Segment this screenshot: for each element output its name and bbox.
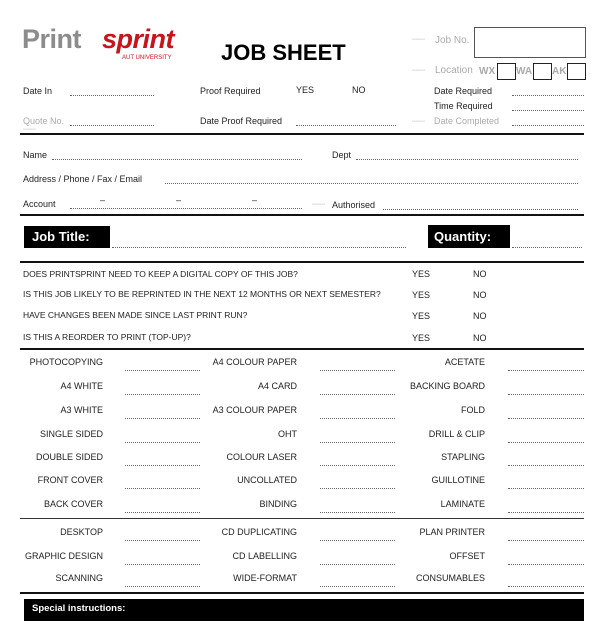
quantity-field[interactable] bbox=[512, 247, 582, 248]
date-completed-label: Date Completed bbox=[434, 116, 500, 126]
service-a3-white-field[interactable] bbox=[125, 418, 200, 419]
other-service-offset-label: OFFSET bbox=[449, 551, 485, 561]
service-double-sided-label: DOUBLE SIDED bbox=[35, 452, 103, 462]
question-2-text: IS THIS JOB LIKELY TO BE REPRINTED IN THE NEXT 12 MONTHS OR NEXT SEMESTER? bbox=[23, 289, 381, 299]
quote-no-field[interactable] bbox=[70, 125, 154, 126]
account-field[interactable] bbox=[70, 208, 302, 209]
date-in-field[interactable] bbox=[70, 95, 154, 96]
other-service-plan-printer-field[interactable] bbox=[508, 540, 584, 541]
service-front-cover-field[interactable] bbox=[125, 488, 200, 489]
other-service-wide-format-field[interactable] bbox=[320, 586, 395, 587]
other-service-plan-printer-label: PLAN PRINTER bbox=[419, 527, 485, 537]
question-1-yes[interactable]: YES bbox=[412, 269, 431, 279]
date-proof-required-label: Date Proof Required bbox=[200, 116, 283, 126]
service-colour-laser-label: COLOUR LASER bbox=[226, 452, 297, 462]
divider-3 bbox=[20, 261, 584, 263]
other-service-wide-format-label: WIDE-FORMAT bbox=[233, 573, 297, 583]
quote-no-hint: ▪▪▪▪▪▪▪▪▪▪▪▪ bbox=[23, 127, 36, 131]
account-separator-3: – bbox=[252, 195, 258, 205]
service-drill-and-clip-label: DRILL & CLIP bbox=[428, 429, 485, 439]
job-title-label: Job Title: bbox=[24, 226, 110, 248]
dept-label: Dept bbox=[332, 150, 352, 160]
time-required-field[interactable] bbox=[512, 110, 584, 111]
question-3-text: HAVE CHANGES BEEN MADE SINCE LAST PRINT RUN? bbox=[23, 310, 248, 320]
other-service-offset-field[interactable] bbox=[508, 564, 584, 565]
name-field[interactable] bbox=[52, 159, 302, 160]
service-double-sided-field[interactable] bbox=[125, 465, 200, 466]
other-service-cd-duplicating-label: CD DUPLICATING bbox=[221, 527, 297, 537]
account-separator-1: – bbox=[100, 195, 106, 205]
account-separator-2: – bbox=[176, 195, 182, 205]
service-backing-board-field[interactable] bbox=[508, 394, 584, 395]
service-fold-label: FOLD bbox=[460, 405, 485, 415]
other-service-consumables-field[interactable] bbox=[508, 586, 584, 587]
authorised-label: Authorised bbox=[332, 200, 376, 210]
question-4-yes[interactable]: YES bbox=[412, 333, 431, 343]
service-front-cover-label: FRONT COVER bbox=[37, 475, 103, 485]
question-4-text: IS THIS A REORDER TO PRINT (TOP-UP)? bbox=[23, 332, 191, 342]
divider-6 bbox=[20, 592, 584, 594]
other-service-cd-labelling-label: CD LABELLING bbox=[232, 551, 297, 561]
other-service-cd-labelling-field[interactable] bbox=[320, 564, 395, 565]
date-required-field[interactable] bbox=[512, 95, 584, 96]
job-title-field[interactable] bbox=[112, 247, 406, 248]
service-binding-field[interactable] bbox=[320, 512, 395, 513]
service-a4-white-label: A4 WHITE bbox=[60, 381, 103, 391]
account-label: Account bbox=[23, 199, 56, 209]
other-service-desktop-label: DESKTOP bbox=[60, 527, 103, 537]
service-drill-and-clip-field[interactable] bbox=[508, 442, 584, 443]
service-colour-laser-field[interactable] bbox=[320, 465, 395, 466]
proof-yes-option[interactable]: YES bbox=[296, 85, 315, 95]
date-completed-hint: ▪▪▪▪▪▪▪▪▪▪▪▪ bbox=[412, 119, 425, 123]
location-ak-label: AK bbox=[552, 66, 567, 77]
service-binding-label: BINDING bbox=[259, 499, 297, 509]
question-2-no[interactable]: NO bbox=[473, 290, 487, 300]
service-a4-colour-paper-field[interactable] bbox=[320, 370, 395, 371]
service-acetate-label: ACETATE bbox=[444, 357, 485, 367]
quote-no-label: Quote No. bbox=[23, 116, 65, 126]
job-no-label: Job No. bbox=[435, 35, 470, 46]
service-single-sided-field[interactable] bbox=[125, 442, 200, 443]
question-3-yes[interactable]: YES bbox=[412, 311, 431, 321]
divider-2 bbox=[20, 214, 584, 216]
date-proof-required-field[interactable] bbox=[296, 125, 396, 126]
service-photocopying-field[interactable] bbox=[125, 370, 200, 371]
service-fold-field[interactable] bbox=[508, 418, 584, 419]
job-no-field[interactable] bbox=[474, 27, 586, 58]
divider-4 bbox=[20, 348, 584, 350]
location-wa-label: WA bbox=[516, 66, 533, 77]
service-stapling-field[interactable] bbox=[508, 465, 584, 466]
service-backing-board-label: BACKING BOARD bbox=[409, 381, 485, 391]
proof-required-label: Proof Required bbox=[200, 86, 261, 96]
service-stapling-label: STAPLING bbox=[441, 452, 485, 462]
service-single-sided-label: SINGLE SIDED bbox=[39, 429, 103, 439]
service-laminate-label: LAMINATE bbox=[440, 499, 485, 509]
question-4-no[interactable]: NO bbox=[473, 333, 487, 343]
question-1-text: DOES PRINTSPRINT NEED TO KEEP A DIGITAL COPY OF THIS JOB? bbox=[23, 269, 298, 279]
authorised-field[interactable] bbox=[383, 209, 578, 210]
authorised-hint: ▪▪▪▪▪▪▪▪▪▪▪▪ bbox=[312, 202, 325, 206]
page-title: JOB SHEET bbox=[221, 40, 346, 65]
service-a4-white-field[interactable] bbox=[125, 394, 200, 395]
service-back-cover-label: BACK COVER bbox=[43, 499, 103, 509]
service-uncollated-label: UNCOLLATED bbox=[237, 475, 297, 485]
date-in-label: Date In bbox=[23, 86, 53, 96]
date-completed-field[interactable] bbox=[512, 125, 584, 126]
service-back-cover-field[interactable] bbox=[125, 512, 200, 513]
job-no-hint: ▪▪▪▪▪▪▪▪▪▪▪▪ bbox=[412, 37, 425, 41]
address-field[interactable] bbox=[165, 183, 578, 184]
date-required-label: Date Required bbox=[434, 86, 493, 96]
time-required-label: Time Required bbox=[434, 101, 493, 111]
address-label: Address / Phone / Fax / Email bbox=[23, 174, 143, 184]
other-service-cd-duplicating-field[interactable] bbox=[320, 540, 395, 541]
service-oht-field[interactable] bbox=[320, 442, 395, 443]
other-service-scanning-label: SCANNING bbox=[55, 573, 103, 583]
name-label: Name bbox=[23, 150, 48, 160]
other-service-desktop-field[interactable] bbox=[125, 540, 200, 541]
service-a3-colour-paper-label: A3 COLOUR PAPER bbox=[212, 405, 297, 415]
location-wx-checkbox[interactable] bbox=[497, 63, 516, 80]
other-service-graphic-design-field[interactable] bbox=[125, 564, 200, 565]
special-instructions-bar bbox=[24, 599, 584, 621]
logo-subtitle: AUT UNIVERSITY bbox=[122, 55, 172, 61]
service-laminate-field[interactable] bbox=[508, 512, 584, 513]
service-acetate-field[interactable] bbox=[508, 370, 584, 371]
question-2-yes[interactable]: YES bbox=[412, 290, 431, 300]
location-wx-label: WX bbox=[479, 66, 496, 77]
divider-1 bbox=[20, 133, 584, 135]
other-service-scanning-field[interactable] bbox=[125, 586, 200, 587]
dept-field[interactable] bbox=[356, 159, 578, 160]
printsprint-logo bbox=[22, 24, 182, 66]
quantity-label: Quantity: bbox=[428, 225, 510, 248]
service-a4-colour-paper-label: A4 COLOUR PAPER bbox=[212, 357, 297, 367]
divider-5 bbox=[20, 518, 584, 519]
service-a4-card-label: A4 CARD bbox=[257, 381, 297, 391]
logo-print-text: Print bbox=[22, 24, 82, 54]
service-a4-card-field[interactable] bbox=[320, 394, 395, 395]
location-label: Location bbox=[435, 65, 473, 76]
other-service-consumables-label: CONSUMABLES bbox=[415, 573, 485, 583]
service-photocopying-label: PHOTOCOPYING bbox=[29, 357, 103, 367]
question-1-no[interactable]: NO bbox=[473, 269, 487, 279]
service-guillotine-field[interactable] bbox=[508, 488, 584, 489]
service-a3-white-label: A3 WHITE bbox=[60, 405, 103, 415]
location-wa-checkbox[interactable] bbox=[533, 63, 552, 80]
logo-sprint-text: sprint bbox=[102, 24, 175, 54]
proof-no-option[interactable]: NO bbox=[352, 85, 366, 95]
question-3-no[interactable]: NO bbox=[473, 311, 487, 321]
service-guillotine-label: GUILLOTINE bbox=[431, 475, 485, 485]
service-oht-label: OHT bbox=[278, 429, 297, 439]
location-ak-checkbox[interactable] bbox=[567, 63, 586, 80]
other-service-graphic-design-label: GRAPHIC DESIGN bbox=[24, 551, 103, 561]
special-instructions-label: Special instructions: bbox=[32, 603, 126, 614]
location-hint: ▪▪▪▪▪▪▪▪▪▪▪▪ bbox=[412, 68, 425, 72]
service-a3-colour-paper-field[interactable] bbox=[320, 418, 395, 419]
service-uncollated-field[interactable] bbox=[320, 488, 395, 489]
